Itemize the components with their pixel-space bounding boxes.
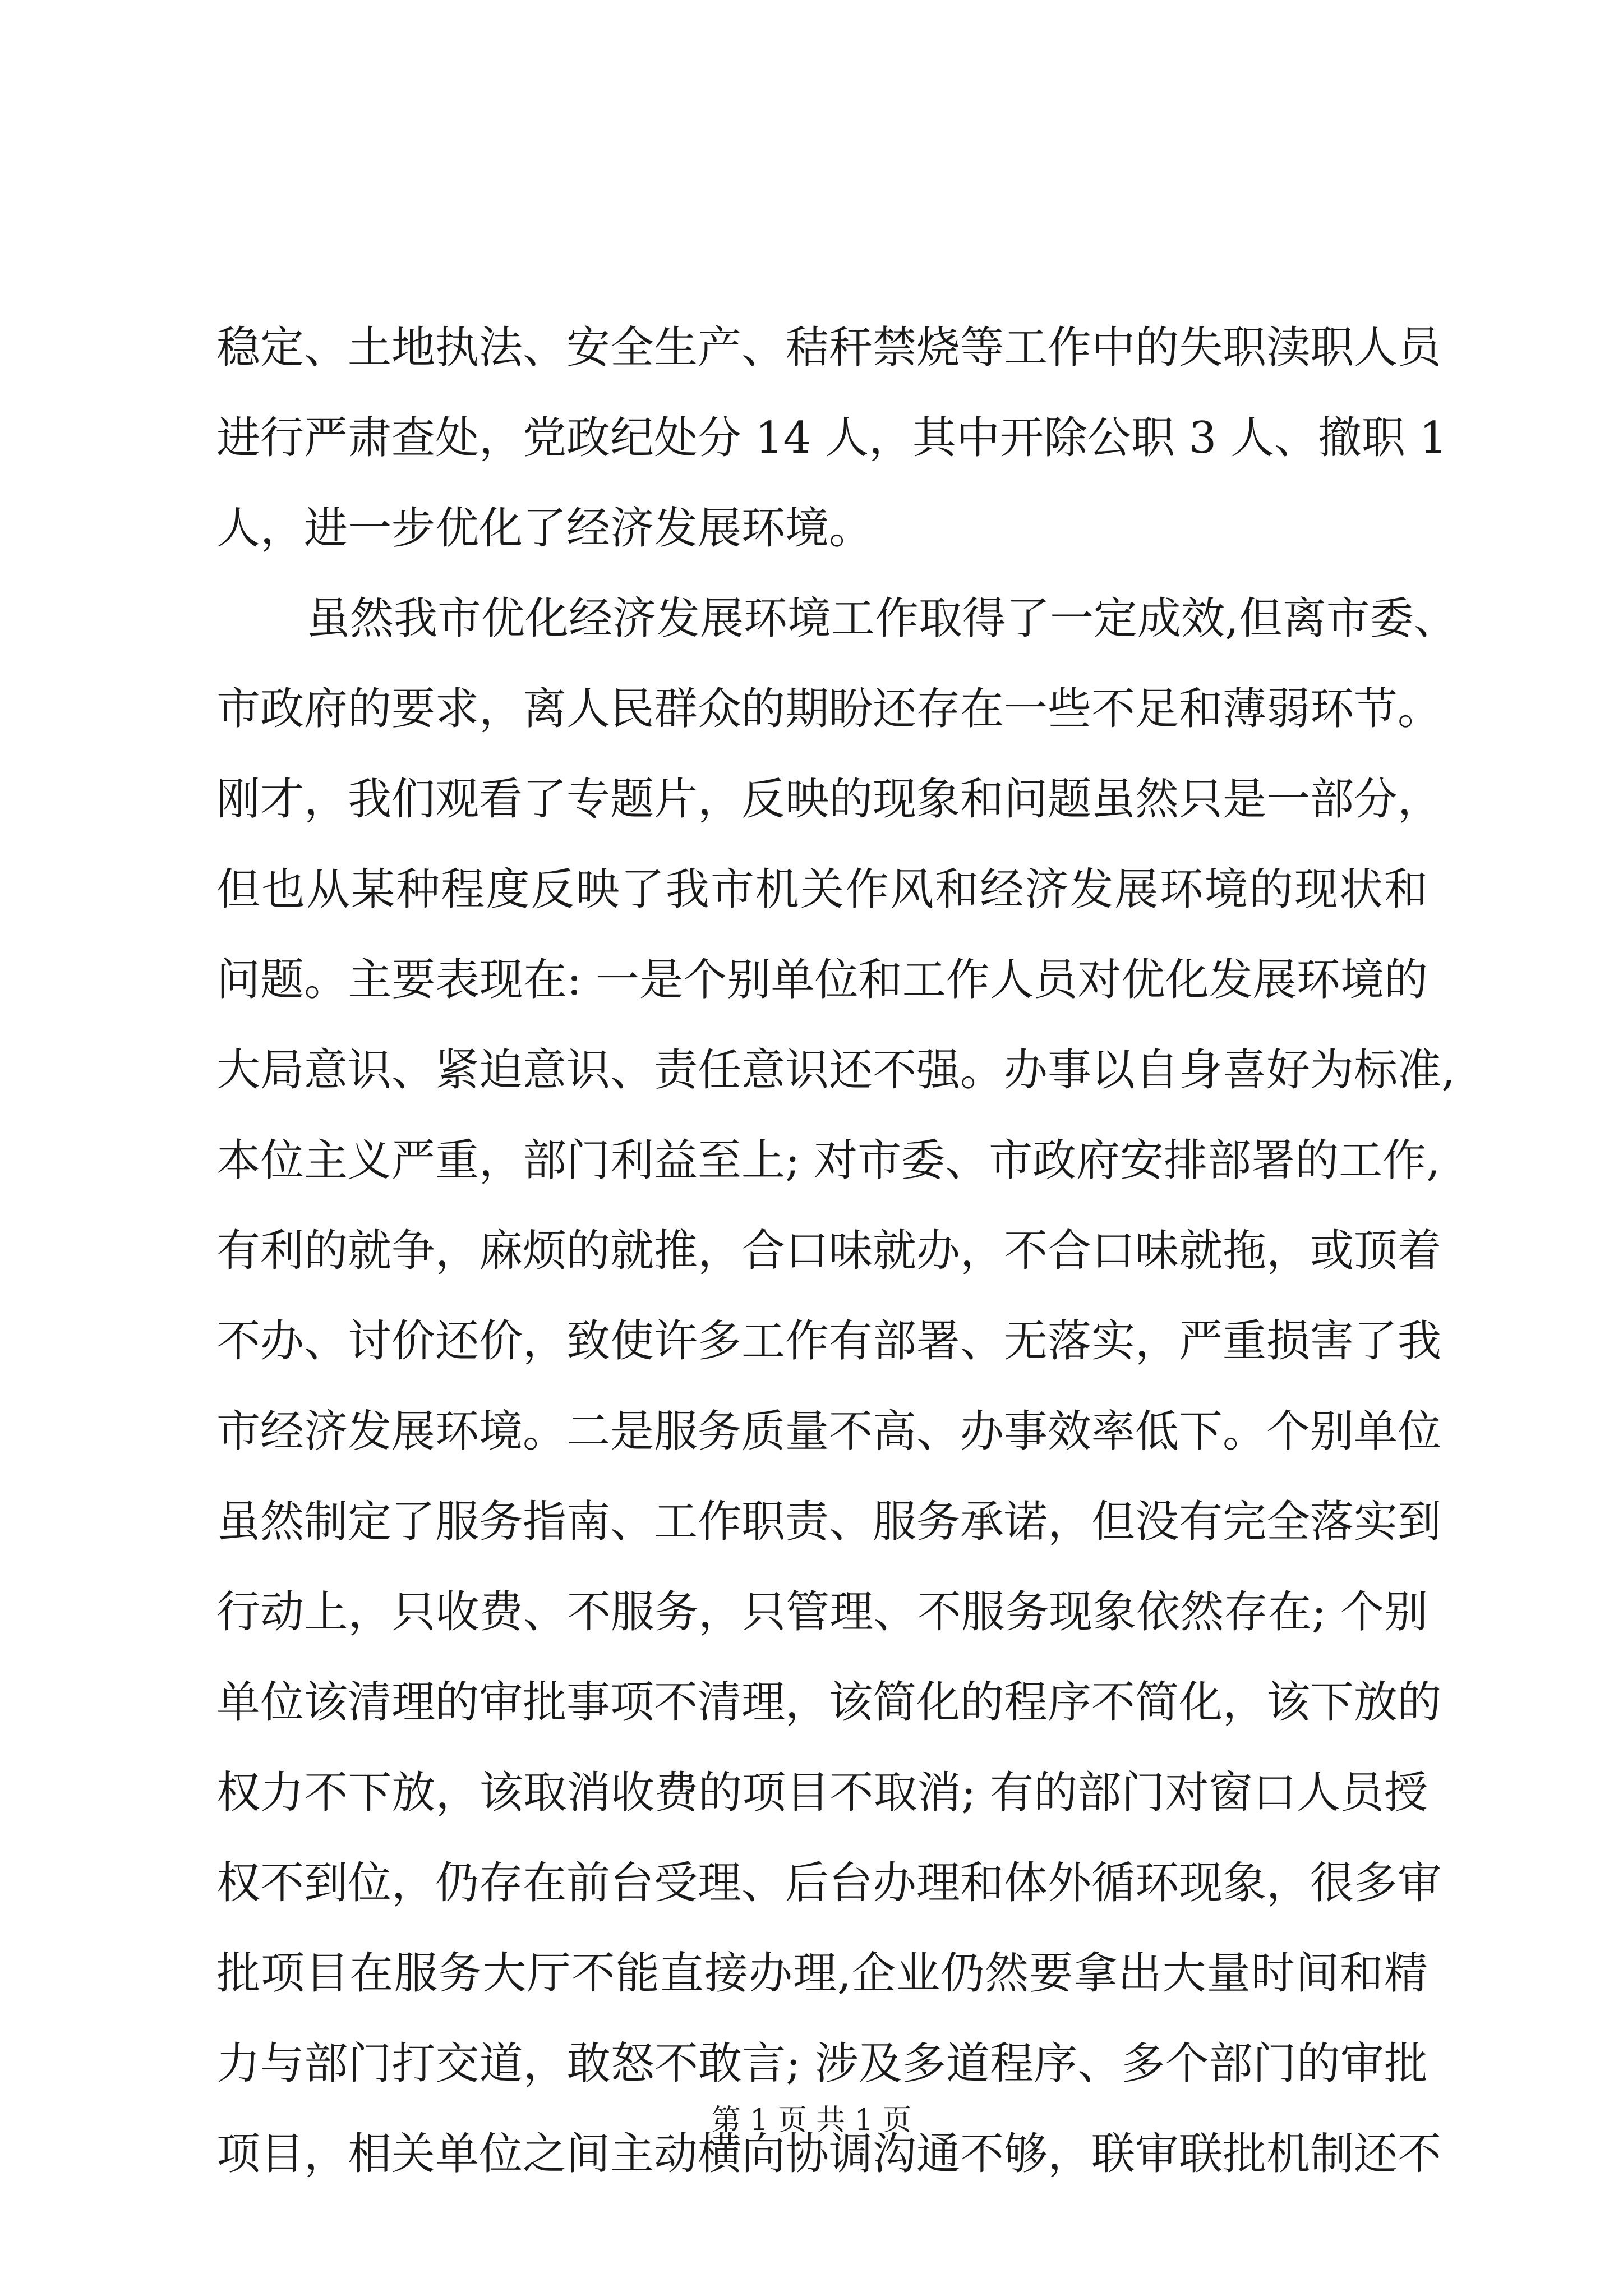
text-line: 刚才，我们观看了专题片，反映的现象和问题虽然只是一部分， [216,774,1442,825]
text-line: 市经济发展环境。二是服务质量不高、办事效率低下。个别单位 [216,1406,1442,1457]
text-line: 进行严肃查处，党政纪处分 14 人，其中开除公职 3 人、撤职 1 [216,413,1447,463]
page-footer: 第 1 页 共 1 页 [711,2104,912,2137]
text-line: 单位该清理的审批事项不清理，该简化的程序不简化，该下放的 [216,1677,1442,1728]
text-line: 但也从某种程度反映了我市机关作风和经济发展环境的现状和 [216,864,1428,915]
text-line: 批项目在服务大厅不能直接办理,企业仍然要拿出大量时间和精 [216,1948,1428,1999]
text-line: 虽然我市优化经济发展环境工作取得了一定成效,但离市委、 [306,593,1458,644]
text-line: 项目，相关单位之间主动横向协调沟通不够，联审联批机制还不 [216,2129,1442,2179]
text-line: 本位主义严重，部门利益至上; 对市委、市政府安排部署的工作, [216,1135,1440,1186]
text-line: 权不到位，仍存在前台受理、后台办理和体外循环现象，很多审 [216,1858,1442,1908]
text-line: 权力不下放，该取消收费的项目不取消; 有的部门对窗口人员授 [216,1768,1428,1818]
text-line: 人，进一步优化了经济发展环境。 [216,503,873,554]
text-line: 大局意识、紧迫意识、责任意识还不强。办事以自身喜好为标准, [216,1045,1455,1096]
text-line: 市政府的要求，离人民群众的期盼还存在一些不足和薄弱环节。 [216,684,1442,734]
text-line: 问题。主要表现在: 一是个别单位和工作人员对优化发展环境的 [216,955,1428,1005]
text-line: 行动上，只收费、不服务，只管理、不服务现象依然存在; 个别 [216,1587,1428,1637]
document-body [216,303,1458,2200]
text-line: 不办、讨价还价，致使许多工作有部署、无落实，严重损害了我 [216,1316,1442,1366]
text-line: 虽然制定了服务指南、工作职责、服务承诺，但没有完全落实到 [216,1497,1442,1547]
text-line: 稳定、土地执法、安全生产、秸秆禁烧等工作中的失职渎职人员 [216,323,1442,373]
text-line: 力与部门打交道，敢怒不敢言; 涉及多道程序、多个部门的审批 [216,2039,1428,2089]
text-line: 有利的就争，麻烦的就推，合口味就办，不合口味就拖，或顶着 [216,1226,1442,1276]
